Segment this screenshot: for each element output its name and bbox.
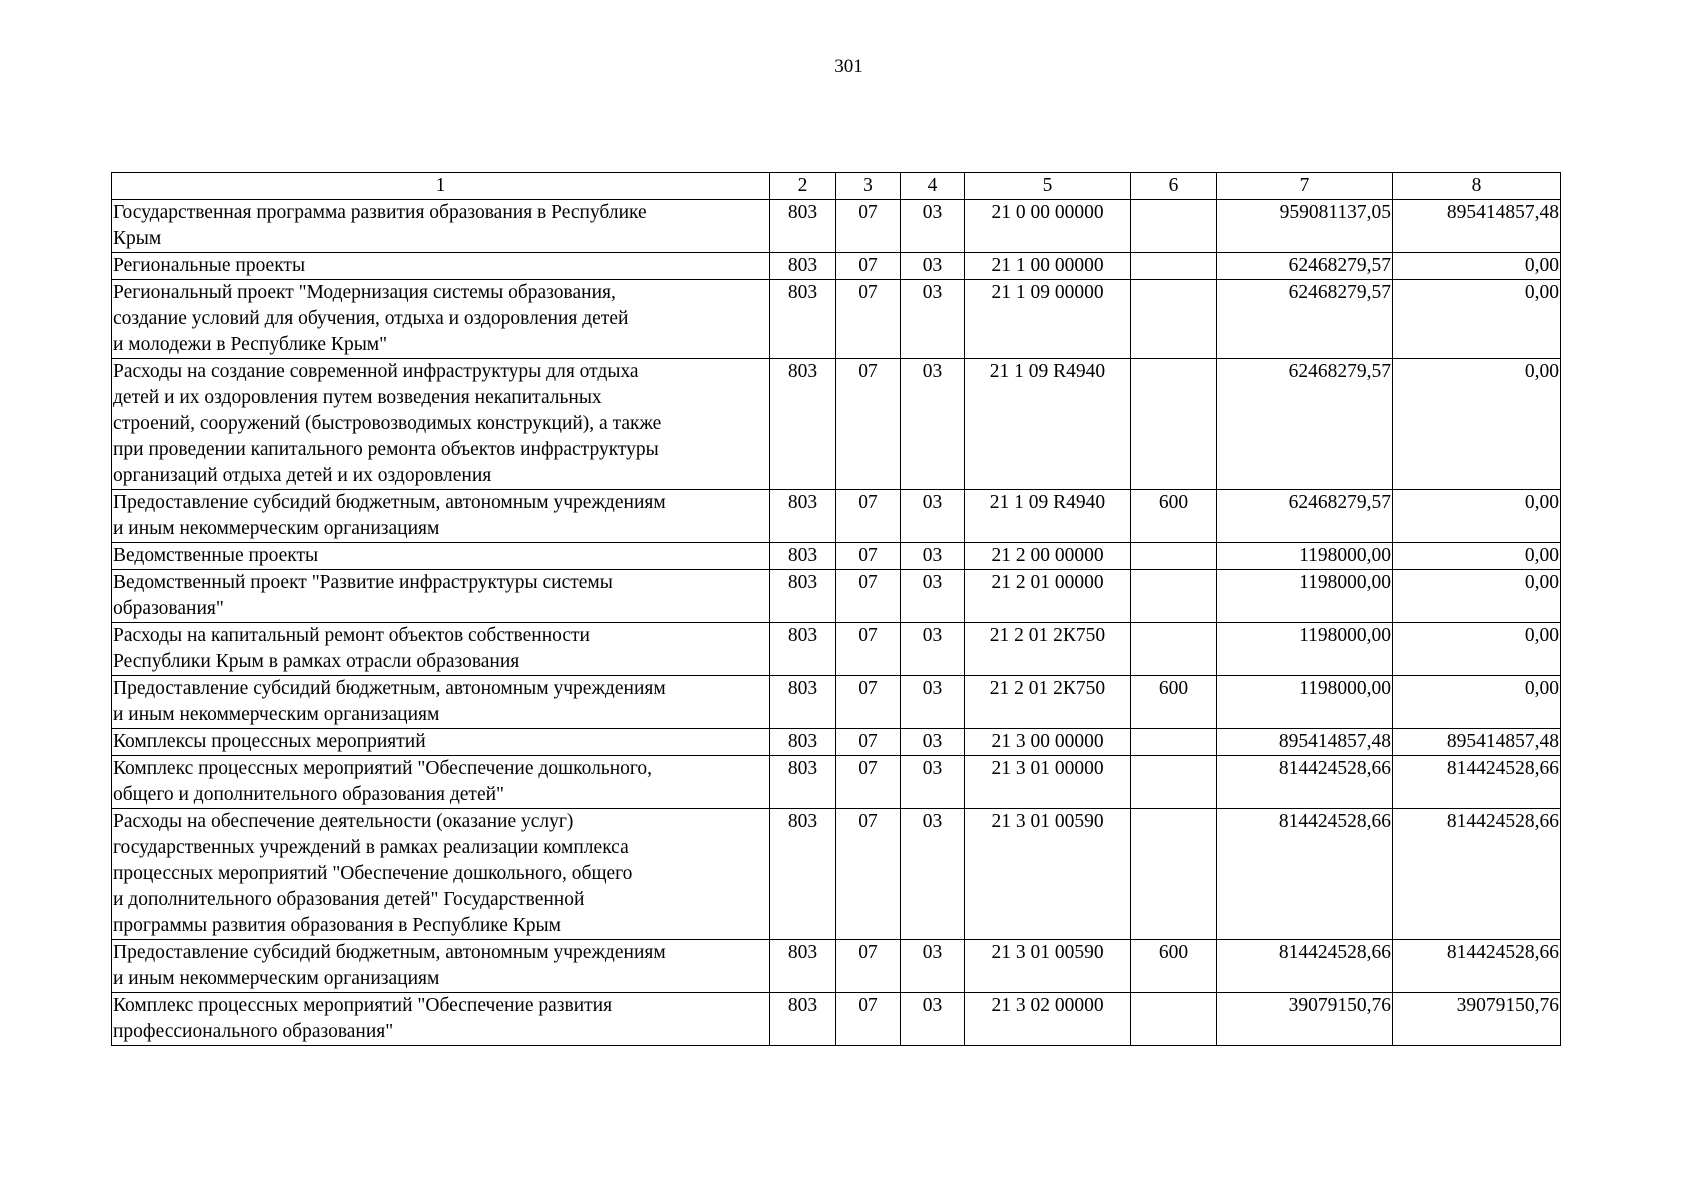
department-code-cell: 803 — [770, 729, 836, 756]
target-article-cell: 21 2 00 00000 — [965, 543, 1131, 570]
expense-type-cell — [1131, 200, 1217, 253]
target-article-cell: 21 1 09 R4940 — [965, 490, 1131, 543]
target-article-cell: 21 3 01 00000 — [965, 756, 1131, 809]
table-row — [112, 676, 1561, 729]
subsection-code-cell: 03 — [901, 359, 965, 490]
table-row — [112, 253, 1561, 280]
subsection-code-cell: 03 — [901, 756, 965, 809]
amount-col7-cell: 62468279,57 — [1217, 359, 1393, 490]
department-code-cell: 803 — [770, 280, 836, 359]
amount-col7-cell: 814424528,66 — [1217, 756, 1393, 809]
target-article-cell: 21 3 00 00000 — [965, 729, 1131, 756]
amount-col8-cell: 814424528,66 — [1393, 940, 1561, 993]
subsection-code-cell: 03 — [901, 809, 965, 940]
item-name-cell: Расходы на капитальный ремонт объектов собственности Республики Крым в рамках отрасли образования — [112, 623, 770, 676]
item-name-cell: Региональные проекты — [112, 253, 770, 280]
amount-col7-cell: 1198000,00 — [1217, 676, 1393, 729]
amount-col8-cell: 0,00 — [1393, 359, 1561, 490]
expense-type-cell — [1131, 993, 1217, 1046]
section-code-cell: 07 — [836, 729, 901, 756]
item-name-cell: Региональный проект "Модернизация системы образования, создание условий для обучения, отдыха и оздоровления детей и молодежи в Республике Крым" — [112, 280, 770, 359]
table-body — [112, 200, 1561, 1046]
table-row — [112, 543, 1561, 570]
amount-col7-cell: 62468279,57 — [1217, 253, 1393, 280]
target-article-cell: 21 1 09 R4940 — [965, 359, 1131, 490]
expense-type-cell: 600 — [1131, 940, 1217, 993]
target-article-cell: 21 0 00 00000 — [965, 200, 1131, 253]
table-row — [112, 280, 1561, 359]
section-code-cell: 07 — [836, 809, 901, 940]
target-article-cell: 21 2 01 00000 — [965, 570, 1131, 623]
table-row — [112, 359, 1561, 490]
column-header: 5 — [965, 173, 1131, 200]
amount-col7-cell: 895414857,48 — [1217, 729, 1393, 756]
subsection-code-cell: 03 — [901, 253, 965, 280]
section-code-cell: 07 — [836, 359, 901, 490]
column-header: 2 — [770, 173, 836, 200]
department-code-cell: 803 — [770, 623, 836, 676]
expense-type-cell — [1131, 280, 1217, 359]
target-article-cell: 21 3 01 00590 — [965, 809, 1131, 940]
amount-col7-cell: 814424528,66 — [1217, 940, 1393, 993]
subsection-code-cell: 03 — [901, 543, 965, 570]
amount-col8-cell: 895414857,48 — [1393, 200, 1561, 253]
table-row — [112, 623, 1561, 676]
subsection-code-cell: 03 — [901, 676, 965, 729]
target-article-cell: 21 1 09 00000 — [965, 280, 1131, 359]
column-header: 3 — [836, 173, 901, 200]
section-code-cell: 07 — [836, 993, 901, 1046]
amount-col7-cell: 959081137,05 — [1217, 200, 1393, 253]
page-number: 301 — [834, 56, 863, 77]
budget-table — [111, 172, 1561, 1046]
table-row — [112, 940, 1561, 993]
expense-type-cell — [1131, 756, 1217, 809]
amount-col8-cell: 814424528,66 — [1393, 756, 1561, 809]
item-name-cell: Комплекс процессных мероприятий "Обеспечение развития профессионального образования" — [112, 993, 770, 1046]
amount-col8-cell: 0,00 — [1393, 490, 1561, 543]
expense-type-cell: 600 — [1131, 676, 1217, 729]
item-name-cell: Государственная программа развития образования в Республике Крым — [112, 200, 770, 253]
section-code-cell: 07 — [836, 940, 901, 993]
table-row — [112, 570, 1561, 623]
target-article-cell: 21 2 01 2К750 — [965, 676, 1131, 729]
target-article-cell: 21 3 02 00000 — [965, 993, 1131, 1046]
expense-type-cell — [1131, 623, 1217, 676]
subsection-code-cell: 03 — [901, 570, 965, 623]
subsection-code-cell: 03 — [901, 623, 965, 676]
subsection-code-cell: 03 — [901, 940, 965, 993]
subsection-code-cell: 03 — [901, 280, 965, 359]
item-name-cell: Ведомственные проекты — [112, 543, 770, 570]
item-name-cell: Предоставление субсидий бюджетным, автономным учреждениям и иным некоммерческим организациям — [112, 940, 770, 993]
expense-type-cell — [1131, 729, 1217, 756]
amount-col8-cell: 0,00 — [1393, 623, 1561, 676]
subsection-code-cell: 03 — [901, 729, 965, 756]
table-header-row — [112, 173, 1561, 200]
amount-col8-cell: 814424528,66 — [1393, 809, 1561, 940]
section-code-cell: 07 — [836, 200, 901, 253]
section-code-cell: 07 — [836, 543, 901, 570]
item-name-cell: Ведомственный проект "Развитие инфраструктуры системы образования" — [112, 570, 770, 623]
amount-col8-cell: 895414857,48 — [1393, 729, 1561, 756]
amount-col7-cell: 62468279,57 — [1217, 490, 1393, 543]
column-header: 6 — [1131, 173, 1217, 200]
amount-col8-cell: 0,00 — [1393, 543, 1561, 570]
table-row — [112, 756, 1561, 809]
column-header: 7 — [1217, 173, 1393, 200]
department-code-cell: 803 — [770, 490, 836, 543]
target-article-cell: 21 2 01 2К750 — [965, 623, 1131, 676]
target-article-cell: 21 3 01 00590 — [965, 940, 1131, 993]
section-code-cell: 07 — [836, 253, 901, 280]
amount-col7-cell: 1198000,00 — [1217, 623, 1393, 676]
table-row — [112, 200, 1561, 253]
expense-type-cell — [1131, 359, 1217, 490]
item-name-cell: Расходы на создание современной инфраструктуры для отдыха детей и их оздоровления путем возведения некапитальных строений, сооружений (быстровозводимых конструкций), а также при проведении капитального ремонта объектов инфраструктуры организаций отдыха детей и их оздоровления — [112, 359, 770, 490]
item-name-cell: Предоставление субсидий бюджетным, автономным учреждениям и иным некоммерческим организациям — [112, 490, 770, 543]
subsection-code-cell: 03 — [901, 490, 965, 543]
department-code-cell: 803 — [770, 253, 836, 280]
amount-col7-cell: 814424528,66 — [1217, 809, 1393, 940]
amount-col8-cell: 0,00 — [1393, 280, 1561, 359]
amount-col7-cell: 62468279,57 — [1217, 280, 1393, 359]
amount-col7-cell: 1198000,00 — [1217, 543, 1393, 570]
department-code-cell: 803 — [770, 993, 836, 1046]
table-row — [112, 729, 1561, 756]
department-code-cell: 803 — [770, 359, 836, 490]
section-code-cell: 07 — [836, 623, 901, 676]
item-name-cell: Комплексы процессных мероприятий — [112, 729, 770, 756]
table-row — [112, 993, 1561, 1046]
expense-type-cell: 600 — [1131, 490, 1217, 543]
department-code-cell: 803 — [770, 200, 836, 253]
amount-col8-cell: 39079150,76 — [1393, 993, 1561, 1046]
item-name-cell: Расходы на обеспечение деятельности (оказание услуг) государственных учреждений в рамках реализации комплекса процессных мероприятий "Обеспечение дошкольного, общего и дополнительного образования детей" Государственной программы развития образования в Республике Крым — [112, 809, 770, 940]
section-code-cell: 07 — [836, 570, 901, 623]
department-code-cell: 803 — [770, 940, 836, 993]
section-code-cell: 07 — [836, 676, 901, 729]
subsection-code-cell: 03 — [901, 200, 965, 253]
column-header: 4 — [901, 173, 965, 200]
table-row — [112, 490, 1561, 543]
amount-col8-cell: 0,00 — [1393, 253, 1561, 280]
column-header: 8 — [1393, 173, 1561, 200]
amount-col7-cell: 39079150,76 — [1217, 993, 1393, 1046]
amount-col8-cell: 0,00 — [1393, 570, 1561, 623]
expense-type-cell — [1131, 809, 1217, 940]
section-code-cell: 07 — [836, 756, 901, 809]
section-code-cell: 07 — [836, 490, 901, 543]
department-code-cell: 803 — [770, 543, 836, 570]
department-code-cell: 803 — [770, 756, 836, 809]
item-name-cell: Комплекс процессных мероприятий "Обеспечение дошкольного, общего и дополнительного образования детей" — [112, 756, 770, 809]
amount-col8-cell: 0,00 — [1393, 676, 1561, 729]
column-header: 1 — [112, 173, 770, 200]
department-code-cell: 803 — [770, 570, 836, 623]
subsection-code-cell: 03 — [901, 993, 965, 1046]
expense-type-cell — [1131, 253, 1217, 280]
expense-type-cell — [1131, 543, 1217, 570]
department-code-cell: 803 — [770, 676, 836, 729]
department-code-cell: 803 — [770, 809, 836, 940]
item-name-cell: Предоставление субсидий бюджетным, автономным учреждениям и иным некоммерческим организациям — [112, 676, 770, 729]
expense-type-cell — [1131, 570, 1217, 623]
amount-col7-cell: 1198000,00 — [1217, 570, 1393, 623]
table-row — [112, 809, 1561, 940]
target-article-cell: 21 1 00 00000 — [965, 253, 1131, 280]
section-code-cell: 07 — [836, 280, 901, 359]
